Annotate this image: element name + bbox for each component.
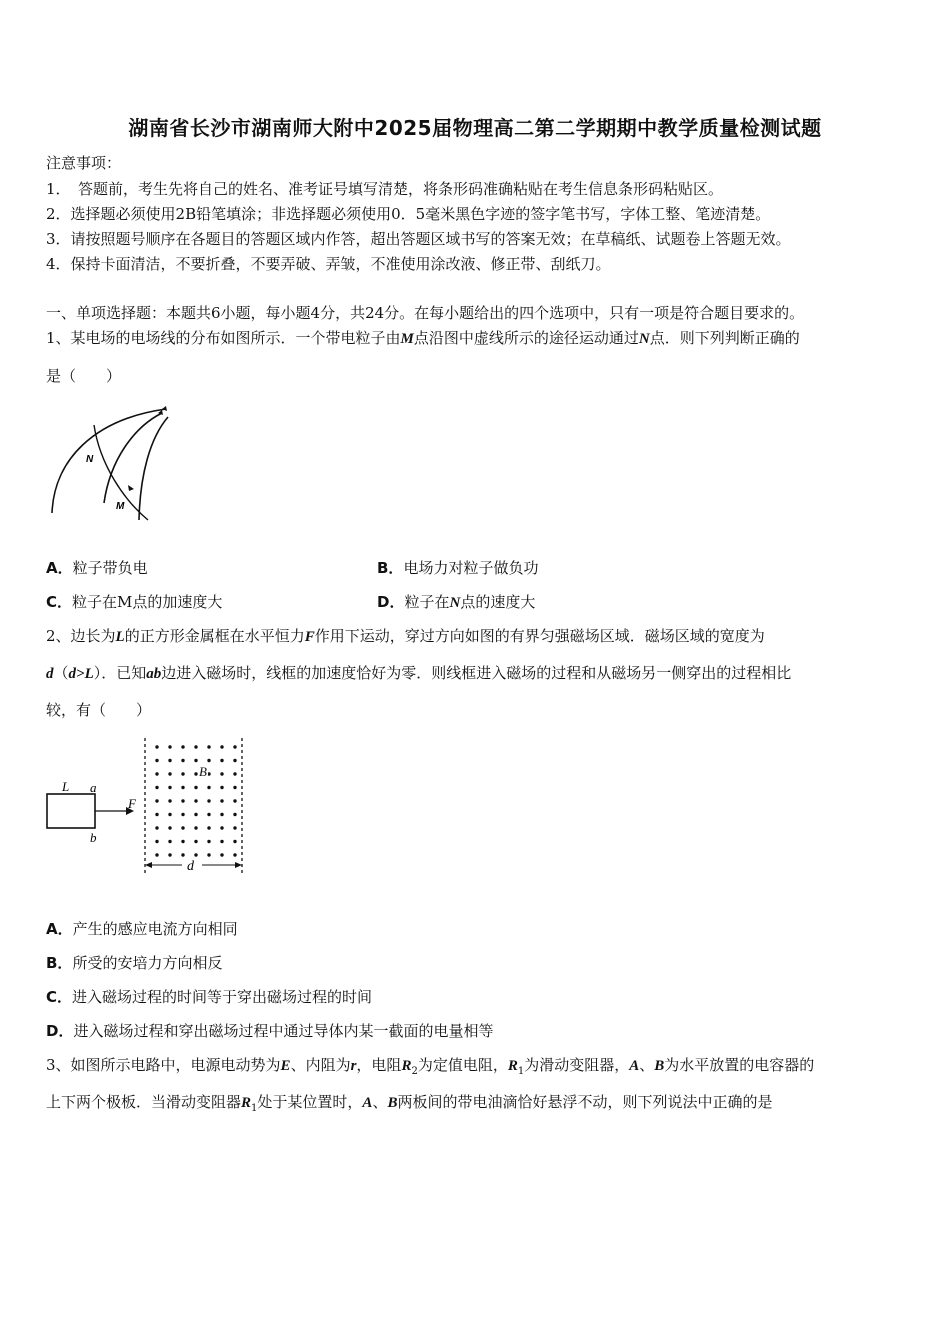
field-dot (168, 853, 171, 856)
q2-option-d[interactable]: D．进入磁场过程和穿出磁场过程中通过导体内某一截面的电量相等 (46, 1022, 494, 1040)
width-arrow-head-right (235, 862, 242, 868)
field-dot (194, 840, 197, 843)
notice-header: 注意事项： (46, 154, 122, 172)
label-d: d (187, 859, 194, 874)
page-title: 湖南省长沙市湖南师大附中2025届物理高二第二学期期中教学质量检测试题 (128, 116, 822, 140)
field-dot (155, 799, 158, 802)
field-dot (220, 853, 223, 856)
field-dot (194, 745, 197, 748)
field-dot (168, 813, 171, 816)
field-dot (207, 840, 210, 843)
field-dot (233, 840, 236, 843)
q2-option-a[interactable]: A．产生的感应电流方向相同 (46, 920, 238, 938)
field-dot (220, 799, 223, 802)
field-dot (155, 772, 158, 775)
field-dot (233, 759, 236, 762)
field-dot (207, 745, 210, 748)
field-line-1 (52, 409, 166, 513)
figure-label-n: N (86, 454, 94, 465)
field-dot (181, 840, 184, 843)
label-b: b (90, 830, 97, 845)
field-dot (207, 799, 210, 802)
field-dot (207, 759, 210, 762)
field-dot (207, 786, 210, 789)
notice-item-4: 4．保持卡面清洁，不要折叠，不要弄破、弄皱，不准使用涂改液、修正带、刮纸刀。 (46, 255, 611, 273)
field-line-3 (139, 417, 168, 520)
field-dot (194, 786, 197, 789)
label-field-b: B (199, 764, 207, 779)
section-heading: 一、单项选择题：本题共6小题，每小题4分，共24分。在每小题给出的四个选项中，只有一项是符合题目要求的。 (46, 304, 805, 322)
field-dot (207, 853, 210, 856)
q1-option-b[interactable]: B．电场力对粒子做负功 (377, 559, 539, 577)
q3-stem-line2: 上下两个极板．当滑动变阻器$R_1$处于某位置时，A、B两板间的带电油滴恰好悬浮不动，则下列说法中正确的是 (46, 1093, 773, 1114)
magnetic-field-dots (155, 745, 236, 856)
field-dot (194, 813, 197, 816)
q1-option-a[interactable]: A．粒子带负电 (46, 559, 148, 577)
field-dot (220, 826, 223, 829)
field-dot (194, 772, 197, 775)
field-dot (220, 745, 223, 748)
q2-magnetic-field-figure (44, 734, 249, 879)
field-dot (220, 813, 223, 816)
field-dot (155, 853, 158, 856)
field-dot (155, 826, 158, 829)
width-arrow-head-left (145, 862, 152, 868)
field-dot (181, 813, 184, 816)
q2-option-b[interactable]: B．所受的安培力方向相反 (46, 954, 223, 972)
field-dot (181, 799, 184, 802)
field-dot (207, 826, 210, 829)
field-arrow-3 (128, 485, 134, 491)
notice-item-1: 1． 答题前，考生先将自己的姓名、准考证号填写清楚，将条形码准确粘贴在考生信息条形码粘贴区。 (46, 180, 724, 198)
field-dot (220, 759, 223, 762)
field-dot (168, 799, 171, 802)
field-dot (168, 786, 171, 789)
field-dot (181, 745, 184, 748)
field-dot (155, 786, 158, 789)
field-dot (194, 759, 197, 762)
q2-stem-line2: d（d>L）．已知ab边进入磁场时，线框的加速度恰好为零．则线框进入磁场的过程和从磁场另一侧穿出的过程相比 (46, 664, 792, 682)
notice-item-3: 3．请按照题号顺序在各题目的答题区域内作答，超出答题区域书写的答案无效；在草稿纸、试题卷上答题无效。 (46, 230, 791, 248)
field-dot (155, 759, 158, 762)
field-dot (194, 799, 197, 802)
field-dot (194, 853, 197, 856)
field-dot (181, 772, 184, 775)
notice-item-2: 2．选择题必须使用2B铅笔填涂；非选择题必须使用0．5毫米黑色字迹的签字笔书写，字体工整、笔迹清楚。 (46, 205, 771, 223)
field-line-2 (104, 413, 162, 503)
field-dot (168, 745, 171, 748)
label-l: L (62, 779, 70, 794)
q3-stem-line1: 3、如图所示电路中，电源电动势为E、内阻为r，电阻$R_2$为定值电阻，$R_1$为滑动变阻器，A、B为水平放置的电容器的 (46, 1056, 815, 1077)
q1-stem-line1: 1、某电场的电场线的分布如图所示．一个带电粒子由M点沿图中虚线所示的途径运动通过N点．则下列判断正确的 (46, 329, 800, 347)
q1-option-d[interactable]: D．粒子在N点的速度大 (377, 593, 536, 611)
field-dot (207, 772, 210, 775)
q2-stem-line1: 2、边长为L的正方形金属框在水平恒力F作用下运动，穿过方向如图的有界匀强磁场区域．磁场区域的宽度为 (46, 627, 765, 645)
field-dot (233, 745, 236, 748)
label-f: F (128, 796, 136, 811)
q1-electric-field-figure (44, 405, 179, 530)
field-dot (233, 799, 236, 802)
field-dot (155, 745, 158, 748)
metal-frame (47, 794, 95, 828)
field-dot (168, 840, 171, 843)
field-dot (233, 826, 236, 829)
field-dot (207, 813, 210, 816)
q1-stem-line2: 是（ ） (46, 367, 122, 385)
field-dot (233, 813, 236, 816)
q2-stem-line3: 较，有（ ） (46, 701, 152, 719)
field-dot (168, 772, 171, 775)
q1-option-c[interactable]: C．粒子在M点的加速度大 (46, 593, 223, 611)
label-a: a (90, 780, 97, 795)
field-dot (168, 826, 171, 829)
field-dot (155, 840, 158, 843)
field-dot (168, 759, 171, 762)
q2-option-c[interactable]: C．进入磁场过程的时间等于穿出磁场过程的时间 (46, 988, 373, 1006)
field-dot (220, 772, 223, 775)
field-dot (194, 826, 197, 829)
field-dot (181, 853, 184, 856)
field-dot (181, 826, 184, 829)
field-dot (233, 853, 236, 856)
field-dot (233, 786, 236, 789)
figure-label-m: M (116, 501, 125, 512)
field-dot (181, 786, 184, 789)
field-dot (220, 840, 223, 843)
field-dot (181, 759, 184, 762)
field-dot (220, 786, 223, 789)
field-dot (233, 772, 236, 775)
field-dot (155, 813, 158, 816)
